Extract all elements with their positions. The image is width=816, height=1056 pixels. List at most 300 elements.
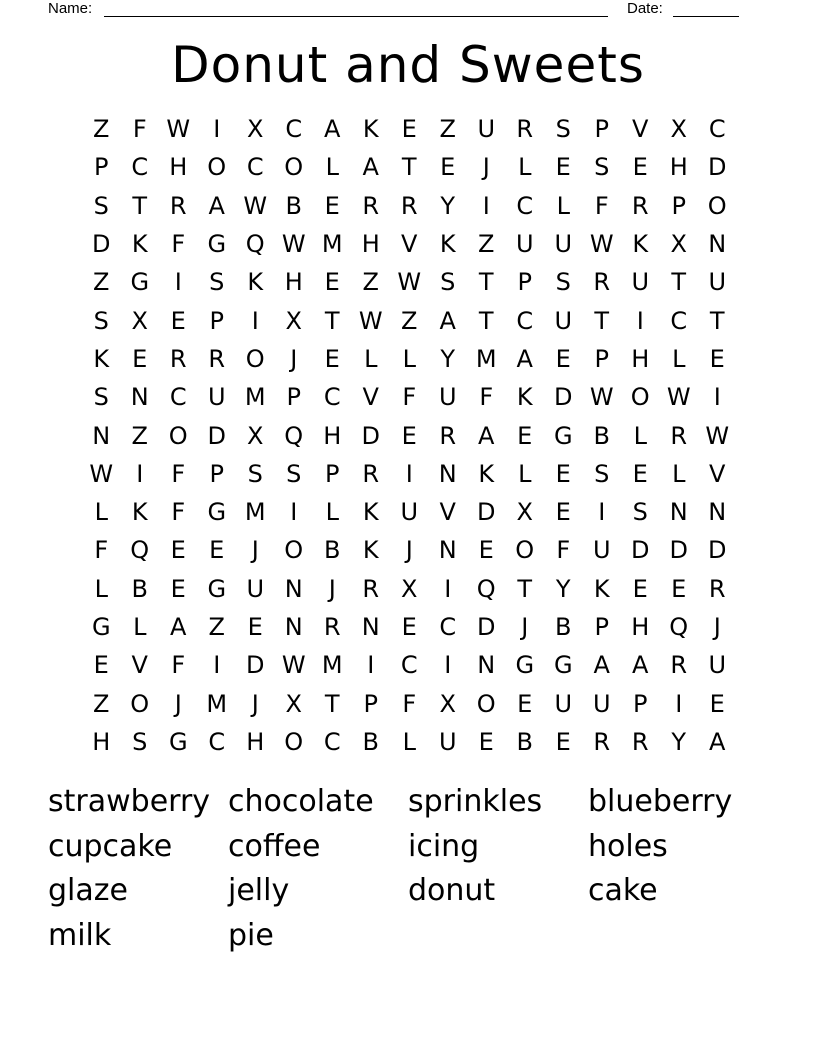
grid-letter[interactable]: J <box>251 536 259 565</box>
grid-letter[interactable]: P <box>286 383 301 412</box>
grid-letter[interactable]: L <box>518 459 532 488</box>
grid-letter[interactable]: O <box>284 727 304 756</box>
word-list-item: glaze <box>48 873 128 908</box>
grid-letter[interactable]: U <box>438 383 457 412</box>
grid-letter[interactable]: Z <box>362 268 379 297</box>
grid-letter[interactable]: O <box>245 344 265 373</box>
grid-letter[interactable]: H <box>284 268 303 297</box>
grid-letter[interactable]: L <box>672 459 686 488</box>
grid-letter[interactable]: R <box>670 651 688 680</box>
grid-letter[interactable]: W <box>589 383 614 412</box>
grid-letter[interactable]: L <box>402 344 416 373</box>
grid-letter[interactable]: N <box>361 613 380 641</box>
grid-letter[interactable]: F <box>171 230 186 259</box>
grid-letter[interactable]: J <box>290 344 298 373</box>
grid-letter[interactable]: E <box>170 536 186 565</box>
grid-letter[interactable]: S <box>286 459 302 488</box>
grid-letter[interactable]: C <box>131 153 149 182</box>
grid-letter[interactable]: R <box>631 191 649 220</box>
grid-letter[interactable]: Z <box>401 306 418 335</box>
grid-letter[interactable]: N <box>708 230 727 259</box>
grid-letter[interactable]: D <box>207 421 226 450</box>
grid-letter[interactable]: J <box>521 613 529 641</box>
grid-letter[interactable]: U <box>438 727 457 756</box>
grid-letter[interactable]: B <box>516 727 533 756</box>
grid-letter[interactable]: V <box>439 498 456 527</box>
grid-letter[interactable]: G <box>515 651 535 680</box>
grid-letter[interactable]: L <box>518 153 532 182</box>
grid-letter[interactable]: E <box>709 689 725 718</box>
grid-letter[interactable]: D <box>708 153 727 182</box>
word-list-item: sprinkles <box>408 784 543 819</box>
grid-letter[interactable]: L <box>633 421 647 450</box>
grid-letter[interactable]: I <box>367 651 375 680</box>
grid-letter[interactable]: R <box>708 574 726 603</box>
grid-letter[interactable]: X <box>439 689 456 718</box>
grid-letter[interactable]: E <box>247 613 263 641</box>
grid-letter[interactable]: B <box>131 574 148 603</box>
grid-letter[interactable]: R <box>670 421 688 450</box>
grid-letter[interactable]: T <box>709 306 725 335</box>
grid-letter[interactable]: T <box>401 153 417 182</box>
word-list-item: holes <box>588 828 668 864</box>
grid-letter[interactable]: H <box>323 421 342 450</box>
word-list-item: pie <box>228 917 274 953</box>
grid-letter[interactable]: X <box>670 115 687 144</box>
grid-letter[interactable]: N <box>438 459 457 488</box>
grid-letter[interactable]: P <box>209 459 224 488</box>
grid-letter[interactable]: A <box>170 613 187 641</box>
grid-letter[interactable]: D <box>669 536 688 565</box>
grid-letter[interactable]: B <box>555 613 572 641</box>
grid-letter[interactable]: A <box>593 651 610 680</box>
word-list-item: cake <box>588 873 658 908</box>
grid-letter[interactable]: P <box>517 268 532 297</box>
grid-letter[interactable]: A <box>516 344 533 373</box>
grid-letter[interactable]: E <box>209 536 225 565</box>
grid-letter[interactable]: E <box>324 191 340 220</box>
grid-letter[interactable]: E <box>478 727 494 756</box>
grid-letter[interactable]: Z <box>439 115 456 144</box>
grid-letter[interactable]: L <box>94 574 108 603</box>
grid-letter[interactable]: L <box>133 613 147 641</box>
grid-letter[interactable]: J <box>482 153 490 182</box>
grid-letter[interactable]: D <box>361 421 380 450</box>
grid-letter[interactable]: X <box>401 574 418 603</box>
grid-letter[interactable]: I <box>636 306 644 335</box>
grid-letter[interactable]: L <box>556 191 570 220</box>
grid-letter[interactable]: P <box>594 115 609 144</box>
grid-letter[interactable]: A <box>208 191 225 220</box>
grid-letter[interactable]: N <box>669 498 688 527</box>
grid-letter[interactable]: I <box>213 115 221 144</box>
grid-letter[interactable]: E <box>555 498 571 527</box>
grid-letter[interactable]: N <box>708 498 727 527</box>
grid-letter[interactable]: C <box>516 306 534 335</box>
grid-letter[interactable]: R <box>323 613 341 641</box>
grid-letter[interactable]: L <box>94 498 108 527</box>
grid-letter[interactable]: D <box>708 536 727 565</box>
grid-letter[interactable]: C <box>323 383 341 412</box>
grid-letter[interactable]: N <box>92 421 111 450</box>
grid-letter[interactable]: K <box>131 498 148 527</box>
grid-letter[interactable]: B <box>324 536 341 565</box>
grid-letter[interactable]: U <box>477 115 496 144</box>
grid-letter[interactable]: V <box>632 115 649 144</box>
grid-letter[interactable]: F <box>556 536 571 565</box>
grid-letter[interactable]: E <box>324 268 340 297</box>
grid-letter[interactable]: E <box>132 344 148 373</box>
grid-letter[interactable]: A <box>709 727 726 756</box>
grid-letter[interactable]: R <box>169 191 187 220</box>
grid-letter[interactable]: F <box>402 689 417 718</box>
grid-letter[interactable]: K <box>478 459 495 488</box>
grid-letter[interactable]: R <box>362 459 380 488</box>
grid-letter[interactable]: S <box>555 268 571 297</box>
grid-letter[interactable]: G <box>553 651 573 680</box>
grid-letter[interactable]: G <box>168 727 188 756</box>
grid-letter[interactable]: E <box>93 651 109 680</box>
grid-letter[interactable]: J <box>251 689 259 718</box>
grid-letter[interactable]: G <box>207 498 227 527</box>
grid-letter[interactable]: C <box>169 383 187 412</box>
grid-letter[interactable]: Z <box>93 689 110 718</box>
grid-letter[interactable]: A <box>324 115 341 144</box>
grid-letter[interactable]: T <box>517 574 533 603</box>
grid-letter[interactable]: H <box>669 153 688 182</box>
grid-letter[interactable]: R <box>593 727 611 756</box>
grid-letter[interactable]: I <box>713 383 721 412</box>
grid-letter[interactable]: U <box>708 268 727 297</box>
grid-letter[interactable]: I <box>174 268 182 297</box>
grid-letter[interactable]: T <box>324 689 340 718</box>
grid-letter[interactable]: I <box>136 459 144 488</box>
grid-letter[interactable]: I <box>444 574 452 603</box>
grid-letter[interactable]: V <box>362 383 379 412</box>
grid-letter[interactable]: C <box>439 613 457 641</box>
grid-letter[interactable]: R <box>400 191 418 220</box>
grid-letter[interactable]: M <box>475 344 497 373</box>
grid-letter[interactable]: Z <box>478 230 495 259</box>
grid-letter[interactable]: O <box>130 689 150 718</box>
grid-letter[interactable]: D <box>477 613 496 641</box>
grid-letter[interactable]: R <box>169 344 187 373</box>
grid-letter[interactable]: W <box>281 230 306 259</box>
grid-letter[interactable]: W <box>358 306 383 335</box>
grid-letter[interactable]: E <box>555 459 571 488</box>
grid-letter[interactable]: F <box>402 383 417 412</box>
grid-letter[interactable]: O <box>207 153 227 182</box>
grid-letter[interactable]: C <box>708 115 726 144</box>
grid-letter[interactable]: P <box>363 689 378 718</box>
grid-letter[interactable]: E <box>440 153 456 182</box>
grid-letter[interactable]: J <box>174 689 182 718</box>
grid-letter[interactable]: D <box>477 498 496 527</box>
grid-letter[interactable]: D <box>554 383 573 412</box>
grid-letter[interactable]: A <box>478 421 495 450</box>
header <box>0 0 816 22</box>
grid-letter[interactable]: Z <box>93 115 110 144</box>
grid-letter[interactable]: K <box>362 115 379 144</box>
grid-letter[interactable]: S <box>632 498 648 527</box>
grid-letter[interactable]: E <box>632 574 648 603</box>
grid-letter[interactable]: X <box>670 230 687 259</box>
grid-letter[interactable]: U <box>592 689 611 718</box>
grid-letter[interactable]: H <box>169 153 188 182</box>
grid-letter[interactable]: F <box>171 651 186 680</box>
grid-letter[interactable]: K <box>93 344 110 373</box>
grid-letter[interactable]: E <box>555 344 571 373</box>
grid-letter[interactable]: E <box>170 306 186 335</box>
grid-letter[interactable]: S <box>93 191 109 220</box>
grid-letter[interactable]: H <box>631 344 650 373</box>
grid-letter[interactable]: Q <box>245 230 265 259</box>
grid-letter[interactable]: K <box>362 498 379 527</box>
grid-letter[interactable]: S <box>132 727 148 756</box>
grid-letter[interactable]: A <box>632 651 649 680</box>
grid-letter[interactable]: J <box>713 613 721 641</box>
grid-letter[interactable]: G <box>207 230 227 259</box>
grid-letter[interactable]: N <box>438 536 457 565</box>
word-list-item: blueberry <box>588 784 733 819</box>
grid-letter[interactable]: K <box>439 230 456 259</box>
grid-letter[interactable]: Q <box>669 613 689 641</box>
grid-letter[interactable]: S <box>594 153 610 182</box>
grid-letter[interactable]: B <box>593 421 610 450</box>
grid-letter[interactable]: U <box>554 689 573 718</box>
grid-letter[interactable]: Y <box>555 574 571 603</box>
grid-letter[interactable]: S <box>594 459 610 488</box>
grid-letter[interactable]: E <box>709 344 725 373</box>
grid-letter[interactable]: P <box>594 344 609 373</box>
grid-letter[interactable]: R <box>631 727 649 756</box>
grid-letter[interactable]: R <box>208 344 226 373</box>
grid-letter[interactable]: A <box>439 306 456 335</box>
grid-letter[interactable]: V <box>709 459 726 488</box>
grid-letter[interactable]: W <box>281 651 306 680</box>
grid-letter[interactable]: S <box>93 306 109 335</box>
grid-letter[interactable]: Z <box>131 421 148 450</box>
grid-letter[interactable]: O <box>630 383 650 412</box>
grid-letter[interactable]: I <box>405 459 413 488</box>
grid-letter[interactable]: G <box>130 268 150 297</box>
grid-letter[interactable]: H <box>92 727 111 756</box>
grid-letter[interactable]: K <box>247 268 264 297</box>
grid-letter[interactable]: N <box>284 574 303 603</box>
grid-letter[interactable]: R <box>439 421 457 450</box>
grid-letter[interactable]: U <box>554 230 573 259</box>
grid-letter[interactable]: R <box>593 268 611 297</box>
grid-letter[interactable]: E <box>555 153 571 182</box>
grid-letter[interactable]: O <box>515 536 535 565</box>
grid-letter[interactable]: X <box>131 306 148 335</box>
grid-letter[interactable]: S <box>209 268 225 297</box>
grid-letter[interactable]: H <box>361 230 380 259</box>
grid-letter[interactable]: I <box>675 689 683 718</box>
grid-letter[interactable]: S <box>247 459 263 488</box>
grid-letter[interactable]: K <box>362 536 379 565</box>
grid-letter[interactable]: R <box>516 115 534 144</box>
name-field[interactable] <box>104 16 608 17</box>
grid-letter[interactable]: F <box>94 536 109 565</box>
grid-letter[interactable]: M <box>321 230 343 259</box>
grid-letter[interactable]: E <box>170 574 186 603</box>
grid-letter[interactable]: L <box>364 344 378 373</box>
grid-letter[interactable]: O <box>707 191 727 220</box>
grid-letter[interactable]: U <box>631 268 650 297</box>
grid-letter[interactable]: E <box>517 421 533 450</box>
grid-letter[interactable]: E <box>632 153 648 182</box>
grid-letter[interactable]: Q <box>284 421 304 450</box>
grid-letter[interactable]: L <box>325 153 339 182</box>
grid-letter[interactable]: J <box>328 574 336 603</box>
grid-letter[interactable]: V <box>401 230 418 259</box>
grid-letter[interactable]: T <box>478 268 494 297</box>
grid-letter[interactable]: C <box>670 306 688 335</box>
grid-letter[interactable]: M <box>244 383 266 412</box>
grid-letter[interactable]: E <box>401 115 417 144</box>
grid-letter[interactable]: O <box>284 153 304 182</box>
grid-letter[interactable]: T <box>671 268 687 297</box>
grid-letter[interactable]: E <box>478 536 494 565</box>
grid-letter[interactable]: T <box>478 306 494 335</box>
grid-letter[interactable]: W <box>166 115 191 144</box>
grid-letter[interactable]: N <box>284 613 303 641</box>
grid-letter[interactable]: E <box>555 727 571 756</box>
grid-letter[interactable]: K <box>516 383 533 412</box>
grid-letter[interactable]: P <box>94 153 109 182</box>
grid-letter[interactable]: N <box>130 383 149 412</box>
grid-letter[interactable]: P <box>594 613 609 641</box>
grid-letter[interactable]: W <box>666 383 691 412</box>
grid-letter[interactable]: E <box>517 689 533 718</box>
grid-letter[interactable]: I <box>213 651 221 680</box>
grid-letter[interactable]: E <box>401 613 417 641</box>
grid-letter[interactable]: F <box>132 115 147 144</box>
grid-letter[interactable]: S <box>440 268 456 297</box>
grid-letter[interactable]: E <box>632 459 648 488</box>
grid-letter[interactable]: U <box>515 230 534 259</box>
grid-letter[interactable]: W <box>589 230 614 259</box>
grid-letter[interactable]: A <box>362 153 379 182</box>
grid-letter[interactable]: W <box>89 459 114 488</box>
grid-letter[interactable]: D <box>92 230 111 259</box>
grid-letter[interactable]: G <box>207 574 227 603</box>
grid-letter[interactable]: X <box>285 306 302 335</box>
grid-letter[interactable]: P <box>209 306 224 335</box>
grid-letter[interactable]: C <box>323 727 341 756</box>
grid-letter[interactable]: K <box>632 230 649 259</box>
grid-letter[interactable]: Q <box>476 574 496 603</box>
grid-letter[interactable]: D <box>246 651 265 680</box>
grid-letter[interactable]: E <box>324 344 340 373</box>
grid-letter[interactable]: L <box>672 344 686 373</box>
grid-letter[interactable]: G <box>91 613 111 641</box>
grid-letter[interactable]: W <box>397 268 422 297</box>
grid-letter[interactable]: U <box>207 383 226 412</box>
grid-letter[interactable]: Y <box>440 344 456 373</box>
date-field[interactable] <box>673 16 739 17</box>
grid-letter[interactable]: S <box>93 383 109 412</box>
grid-letter[interactable]: W <box>705 421 730 450</box>
grid-letter[interactable]: Y <box>671 727 687 756</box>
grid-letter[interactable]: I <box>444 651 452 680</box>
grid-letter[interactable]: E <box>671 574 687 603</box>
grid-letter[interactable]: C <box>208 727 226 756</box>
grid-letter[interactable]: C <box>400 651 418 680</box>
grid-letter[interactable]: I <box>598 498 606 527</box>
grid-letter[interactable]: R <box>362 191 380 220</box>
grid-letter[interactable]: R <box>362 574 380 603</box>
grid-letter[interactable]: V <box>131 651 148 680</box>
grid-letter[interactable]: B <box>285 191 302 220</box>
grid-letter[interactable]: B <box>362 727 379 756</box>
grid-letter[interactable]: P <box>325 459 340 488</box>
grid-letter[interactable]: T <box>324 306 340 335</box>
grid-letter[interactable]: O <box>168 421 188 450</box>
grid-letter[interactable]: H <box>631 613 650 641</box>
grid-letter[interactable]: K <box>593 574 610 603</box>
grid-letter[interactable]: F <box>171 498 186 527</box>
grid-letter[interactable]: F <box>171 459 186 488</box>
grid-letter[interactable]: F <box>479 383 494 412</box>
grid-letter[interactable]: E <box>401 421 417 450</box>
grid-letter[interactable]: O <box>476 689 496 718</box>
grid-letter[interactable]: X <box>247 421 264 450</box>
grid-letter[interactable]: M <box>321 651 343 680</box>
grid-letter[interactable]: U <box>708 651 727 680</box>
grid-letter[interactable]: M <box>206 689 228 718</box>
grid-letter[interactable]: N <box>477 651 496 680</box>
grid-letter[interactable]: Z <box>93 268 110 297</box>
grid-letter[interactable]: W <box>243 191 268 220</box>
grid-letter[interactable]: I <box>290 498 298 527</box>
grid-letter[interactable]: X <box>516 498 533 527</box>
grid-letter[interactable]: I <box>482 191 490 220</box>
grid-letter[interactable]: J <box>405 536 413 565</box>
grid-letter[interactable]: G <box>553 421 573 450</box>
grid-letter[interactable]: P <box>671 191 686 220</box>
grid-letter[interactable]: H <box>246 727 265 756</box>
grid-letter[interactable]: U <box>246 574 265 603</box>
grid-letter[interactable]: X <box>247 115 264 144</box>
grid-letter[interactable]: T <box>594 306 610 335</box>
grid-letter[interactable]: L <box>325 498 339 527</box>
grid-letter[interactable]: O <box>284 536 304 565</box>
grid-letter[interactable]: C <box>516 191 534 220</box>
word-list-item: chocolate <box>228 784 374 819</box>
grid-letter[interactable]: T <box>132 191 148 220</box>
grid-letter[interactable]: M <box>244 498 266 527</box>
grid-letter[interactable]: F <box>594 191 609 220</box>
grid-letter[interactable]: L <box>402 727 416 756</box>
grid-letter[interactable]: C <box>285 115 303 144</box>
grid-letter[interactable]: D <box>631 536 650 565</box>
grid-letter[interactable]: U <box>400 498 419 527</box>
grid-letter[interactable]: U <box>592 536 611 565</box>
grid-letter[interactable]: X <box>285 689 302 718</box>
grid-letter[interactable]: C <box>246 153 264 182</box>
word-list-item: icing <box>408 828 480 864</box>
grid-letter[interactable]: Q <box>130 536 150 565</box>
grid-letter[interactable]: Y <box>440 191 456 220</box>
grid-letter[interactable]: S <box>555 115 571 144</box>
grid-letter[interactable]: K <box>131 230 148 259</box>
grid-letter[interactable]: Z <box>208 613 225 641</box>
grid-letter[interactable]: U <box>554 306 573 335</box>
grid-letter[interactable]: I <box>251 306 259 335</box>
grid-letter[interactable]: P <box>633 689 648 718</box>
